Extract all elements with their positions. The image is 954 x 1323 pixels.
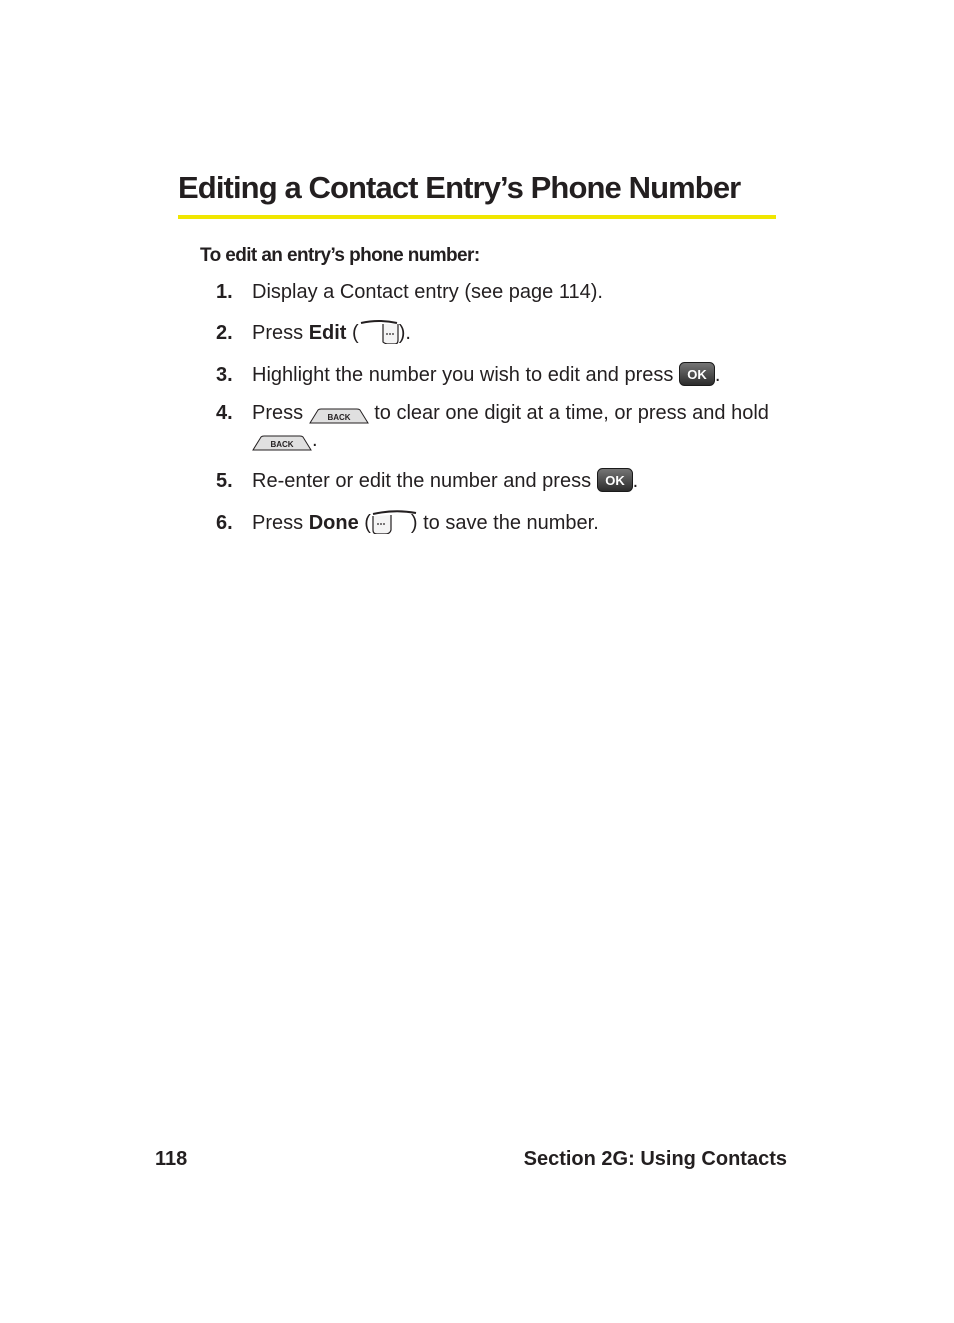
left-softkey-icon xyxy=(371,510,411,534)
step-number: 4. xyxy=(216,402,233,424)
svg-text:BACK: BACK xyxy=(327,412,351,422)
svg-text:BACK: BACK xyxy=(270,439,294,449)
back-key-icon xyxy=(309,405,369,421)
done-label: Done xyxy=(308,512,359,534)
edit-label: Edit xyxy=(308,322,347,344)
step-number: 2. xyxy=(216,322,233,344)
ok-key-icon xyxy=(597,468,633,492)
step-number: 1. xyxy=(216,281,233,303)
page-title: Editing a Contact Entry’s Phone Number xyxy=(178,170,741,205)
step-text: Press BACK to clear one digit at a time, or press and hold BACK . xyxy=(252,402,769,451)
step-text: Press Done ( ) to save the number. xyxy=(252,510,776,537)
back-key-icon xyxy=(252,432,312,448)
ok-key-icon xyxy=(679,362,715,386)
title-underline xyxy=(178,215,776,219)
step-text: Re-enter or edit the number and press OK . xyxy=(252,468,776,495)
page-number: 118 xyxy=(155,1148,188,1170)
step-text: Display a Contact entry (see page 114). xyxy=(252,281,603,303)
step-text: Press Edit ( ). xyxy=(252,320,776,347)
right-softkey-icon xyxy=(359,320,399,344)
svg-text:OK: OK xyxy=(604,472,625,488)
svg-text:OK: OK xyxy=(687,366,707,382)
step-number: 5. xyxy=(216,470,233,492)
step-text: Highlight the number you wish to edit and press OK . xyxy=(252,362,776,389)
procedure-intro: To edit an entry’s phone number: xyxy=(200,245,480,266)
section-title: Section 2G: Using Contacts xyxy=(523,1148,787,1170)
step-number: 3. xyxy=(216,364,233,386)
step-number: 6. xyxy=(216,512,233,534)
